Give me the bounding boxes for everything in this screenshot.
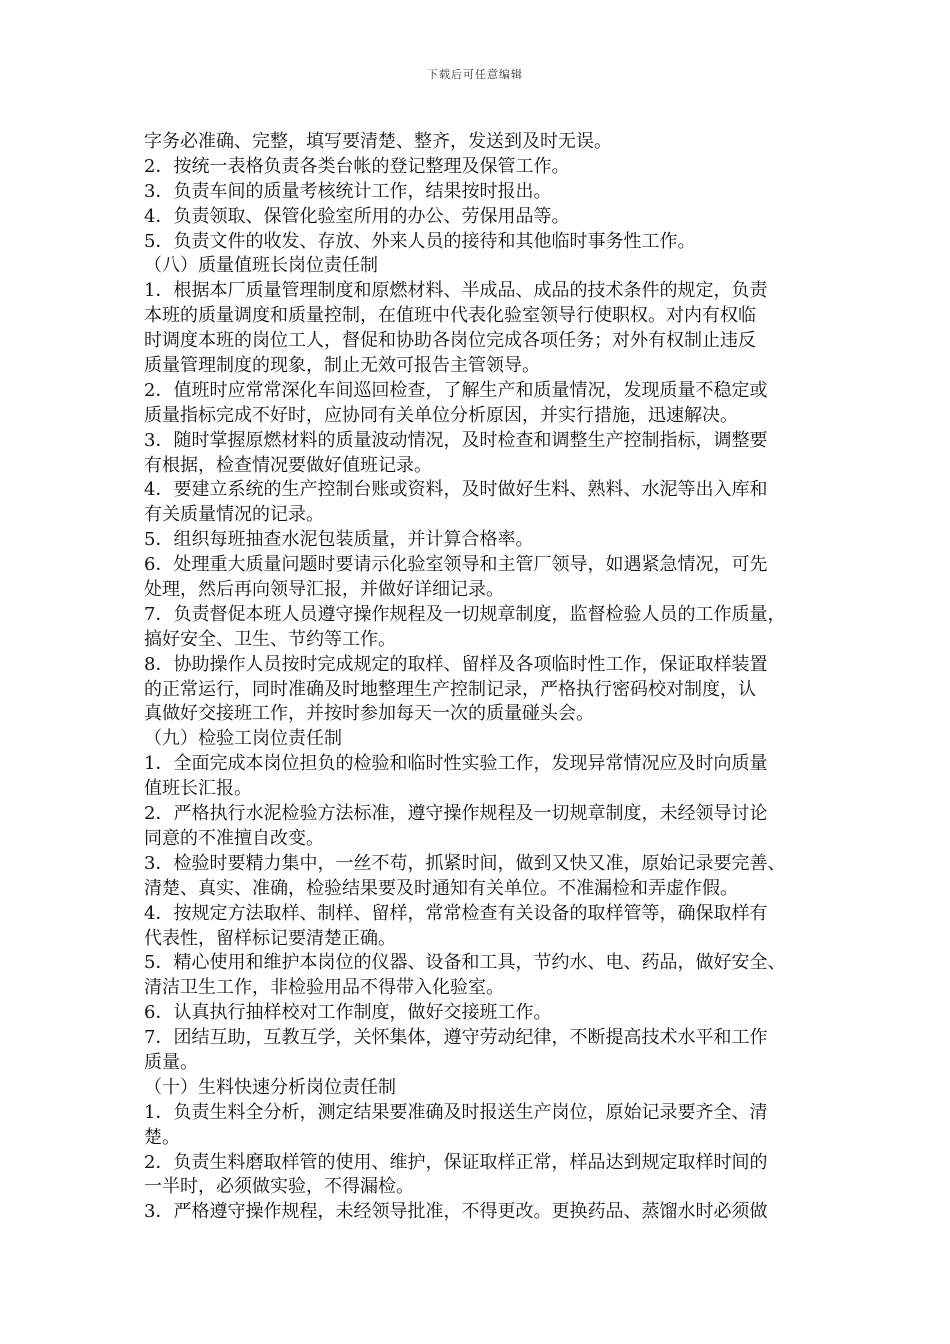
text-line: 清楚、真实、准确，检验结果要及时通知有关单位。不准漏检和弄虚作假。: [144, 877, 738, 899]
text-line: 3．负责车间的质量考核统计工作，结果按时报出。: [144, 180, 552, 202]
text-line: 7．团结互助，互教互学，关怀集体，遵守劳动纪律，不断提高技术水平和工作: [144, 1027, 768, 1049]
text-line: 有根据，检查情况要做好值班记录。: [144, 454, 432, 476]
text-line: 代表性，留样标记要清楚正确。: [144, 927, 396, 949]
text-line: 楚。: [144, 1126, 180, 1148]
text-line: 5．组织每班抽查水泥包装质量，并计算合格率。: [144, 529, 534, 551]
text-line: 同意的不准擅自改变。: [144, 827, 324, 849]
text-line: 3．检验时要精力集中，一丝不苟，抓紧时间，做到又快又准，原始记录要完善、: [144, 852, 786, 874]
text-line: （九）检验工岗位责任制: [144, 728, 342, 750]
text-line: 3．随时掌握原燃材料的质量波动情况，及时检查和调整生产控制指标，调整要: [144, 429, 768, 451]
document-body: [144, 130, 820, 1225]
text-line: 一半时，必须做实验，不得漏检。: [144, 1176, 414, 1198]
text-line: 6．处理重大质量问题时要请示化验室领导和主管厂领导，如遇紧急情况，可先: [144, 554, 768, 576]
text-line: 本班的质量调度和质量控制，在值班中代表化验室领导行使职权。对内有权临: [144, 305, 756, 327]
page-header: 下载后可任意编辑: [427, 68, 523, 81]
text-line: （八）质量值班长岗位责任制: [144, 255, 378, 277]
text-line: 8．协助操作人员按时完成规定的取样、留样及各项临时性工作，保证取样装置: [144, 653, 768, 675]
text-line: 值班长汇报。: [144, 778, 252, 800]
text-line: 6．认真执行抽样校对工作制度，做好交接班工作。: [144, 1002, 552, 1024]
text-line: 质量。: [144, 1051, 198, 1073]
text-line: 质量指标完成不好时，应协同有关单位分析原因，并实行措施，迅速解决。: [144, 404, 738, 426]
text-line: 的正常运行，同时准确及时地整理生产控制记录，严格执行密码校对制度，认: [144, 678, 756, 700]
text-line: 处理，然后再向领导汇报，并做好详细记录。: [144, 579, 504, 601]
text-line: 搞好安全、卫生、节约等工作。: [144, 628, 396, 650]
text-line: 质量管理制度的现象，制止无效可报告主管领导。: [144, 355, 540, 377]
text-line: 真做好交接班工作，并按时参加每天一次的质量碰头会。: [144, 703, 594, 725]
text-line: 1．负责生料全分析，测定结果要准确及时报送生产岗位，原始记录要齐全、清: [144, 1101, 768, 1123]
text-line: 7．负责督促本班人员遵守操作规程及一切规章制度，监督检验人员的工作质量，: [144, 603, 786, 625]
text-line: 清洁卫生工作，非检验用品不得带入化验室。: [144, 977, 504, 999]
text-line: 2．严格执行水泥检验方法标准，遵守操作规程及一切规章制度，未经领导讨论: [144, 803, 768, 825]
text-line: 字务必准确、完整，填写要清楚、整齐，发送到及时无误。: [144, 131, 612, 152]
text-line: 4．负责领取、保管化验室所用的办公、劳保用品等。: [144, 205, 570, 227]
text-line: 2．按统一表格负责各类台帐的登记整理及保管工作。: [144, 155, 570, 177]
text-line: 2．负责生料磨取样管的使用、维护，保证取样正常，样品达到规定取样时间的: [144, 1151, 768, 1173]
text-line: 5．精心使用和维护本岗位的仪器、设备和工具，节约水、电、药品，做好安全、: [144, 952, 786, 974]
text-line: 4．按规定方法取样、制样、留样，常常检查有关设备的取样管等，确保取样有: [144, 902, 768, 924]
text-line: 1．全面完成本岗位担负的检验和临时性实验工作，发现异常情况应及时向质量: [144, 753, 768, 775]
text-line: 2．值班时应常常深化车间巡回检查，了解生产和质量情况，发现质量不稳定或: [144, 379, 768, 401]
text-line: 1．根据本厂质量管理制度和原燃材料、半成品、成品的技术条件的规定，负责: [144, 280, 768, 302]
text-line: 4．要建立系统的生产控制台账或资料，及时做好生料、熟料、水泥等出入库和: [144, 479, 768, 501]
text-line: （十）生料快速分析岗位责任制: [144, 1076, 396, 1098]
text-line: 有关质量情况的记录。: [144, 504, 324, 526]
text-line: 时调度本班的岗位工人，督促和协助各岗位完成各项任务；对外有权制止违反: [144, 330, 756, 352]
text-line: 3．严格遵守操作规程，未经领导批准，不得更改。更换药品、蒸馏水时必须做: [144, 1201, 768, 1223]
text-line: 5．负责文件的收发、存放、外来人员的接待和其他临时事务性工作。: [144, 230, 696, 252]
